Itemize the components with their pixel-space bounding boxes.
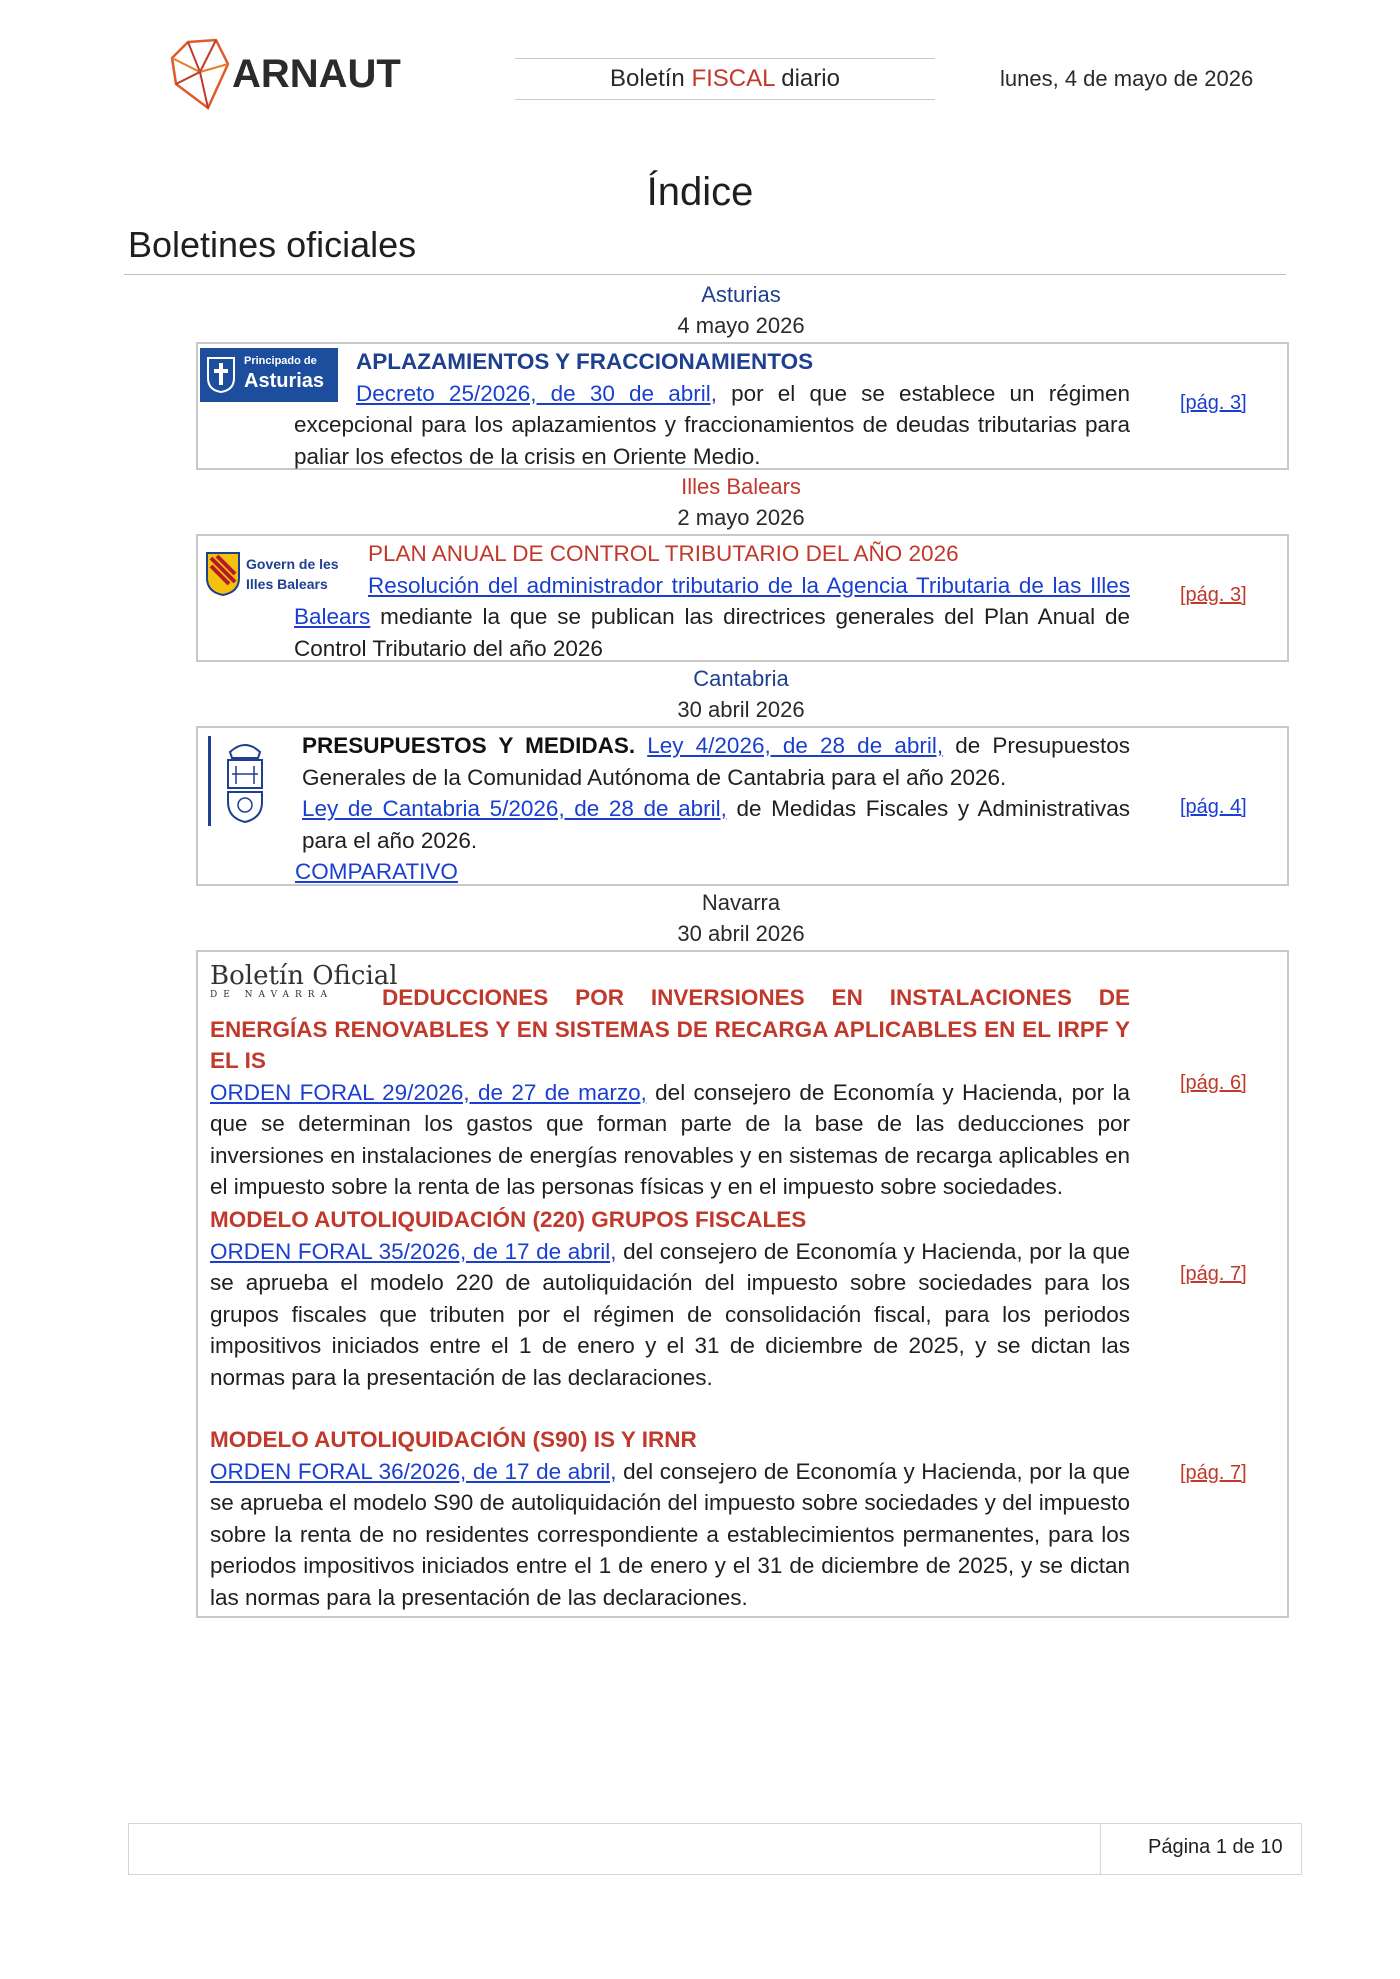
entry-navarra-1: DEDUCCIONES POR INVERSIONES EN INSTALACIONES DE ENERGÍAS RENOVABLES Y EN SISTEMAS DE RECARGA APLICABLES EN EL IRPF Y EL IS ORDEN FORAL 29/2026, de 27 de marzo, del consejero de Economía y Hacienda, por la que se determinan los gastos que forman parte de la base de las deducciones por inversiones en instalaciones de energías renovables y en sistemas de recarga aplicables en el impuesto sobre la renta de las personas físicas y en el impuesto sobre sociedades. <box>210 982 1130 1203</box>
header-date: lunes, 4 de mayo de 2026 <box>1000 66 1254 91</box>
orden-foral-36-link[interactable]: ORDEN FORAL 36/2026, de 17 de abril, <box>210 1458 617 1484</box>
entry-box-cantabria <box>196 726 1289 886</box>
page-link-navarra-2[interactable]: [pág. 7] <box>1180 1263 1247 1285</box>
region-baleares: Illes Balears <box>681 474 801 499</box>
entry-box-asturias <box>196 342 1289 470</box>
law-5-link[interactable]: Ley de Cantabria 5/2026, de 28 de abril, <box>302 796 727 821</box>
region-asturias: Asturias <box>701 282 781 307</box>
cantabria-logo-bar <box>208 736 211 826</box>
baleares-logo-text: Govern de les Illes Balears <box>246 556 339 592</box>
decree-link[interactable]: Decreto 25/2026, de 30 de abril, <box>356 380 717 406</box>
page-link-asturias[interactable]: [pág. 3] <box>1180 392 1247 414</box>
page-link-baleares[interactable]: [pág. 3] <box>1180 584 1247 606</box>
page-link-cantabria[interactable]: [pág. 4] <box>1180 796 1247 818</box>
section-divider <box>124 274 1286 275</box>
bulletin-title: Boletín FISCAL diario <box>515 58 935 100</box>
law-4-link[interactable]: Ley 4/2026, de 28 de abril, <box>647 733 944 758</box>
page-link-navarra-3[interactable]: [pág. 7] <box>1180 1462 1247 1484</box>
region-asturias-date: 4 mayo 2026 <box>677 313 805 338</box>
region-cantabria-date: 30 abril 2026 <box>677 697 805 722</box>
region-navarra: Navarra <box>701 890 781 915</box>
entry-heading: MODELO AUTOLIQUIDACIÓN (S90) IS Y IRNR <box>210 1427 697 1452</box>
asturias-cross-icon <box>206 356 236 394</box>
region-cantabria: Cantabria <box>693 666 789 691</box>
section-title: Boletines oficiales <box>128 224 417 265</box>
entry-baleares: PLAN ANUAL DE CONTROL TRIBUTARIO DEL AÑO 2026 Resolución del administrador tributario de la Agencia Tributaria de las Illes Balears mediante la que se publican las directrices generales del Plan Anual de Control Tributario del año 2026 <box>294 538 1130 664</box>
navarra-logo: Boletín Oficial DE NAVARRA <box>210 961 398 1000</box>
orden-foral-29-link[interactable]: ORDEN FORAL 29/2026, de 27 de marzo, <box>210 1079 647 1105</box>
entry-asturias: APLAZAMIENTOS Y FRACCIONAMIENTOS Decreto 25/2026, de 30 de abril, por el que se establece un régimen excepcional para los aplazamientos y fraccionamientos de deudas tributarias para paliar los efectos de la crisis en Oriente Medio. <box>294 346 1130 472</box>
entry-heading: DEDUCCIONES POR INVERSIONES EN INSTALACIONES DE ENERGÍAS RENOVABLES Y EN SISTEMAS DE RECARGA APLICABLES EN EL IRPF Y EL IS <box>210 985 1130 1073</box>
resolution-link[interactable]: Resolución del administrador tributario de la Agencia Tributaria de las Illes Balears <box>294 572 1130 629</box>
region-navarra-date: 30 abril 2026 <box>677 921 805 946</box>
cantabria-coat-of-arms-icon <box>222 738 268 824</box>
asturias-logo: Principado de Asturias <box>200 348 338 402</box>
entry-heading: PLAN ANUAL DE CONTROL TRIBUTARIO DEL AÑO 2026 <box>368 541 959 566</box>
page-link-navarra-1[interactable]: [pág. 6] <box>1180 1072 1247 1094</box>
footer-divider <box>1100 1823 1101 1875</box>
entry-navarra-3: MODELO AUTOLIQUIDACIÓN (S90) IS Y IRNR ORDEN FORAL 36/2026, de 17 de abril, del consejero de Economía y Hacienda, por la que se aprueba el modelo S90 de autoliquidación del impuesto sobre sociedades y del impuesto sobre la renta de no residentes correspondiente a establecimientos permanentes, para los periodos impositivos iniciados entre el 1 de enero y el 31 de diciembre de 2025, y se dictan las normas para la presentación de las declaraciones. <box>210 1424 1130 1613</box>
entry-heading: APLAZAMIENTOS Y FRACCIONAMIENTOS <box>356 349 814 374</box>
entry-cantabria: PRESUPUESTOS Y MEDIDAS. Ley 4/2026, de 28 de abril, de Presupuestos Generales de la Comunidad Autónoma de Cantabria para el año 2026. Ley de Cantabria 5/2026, de 28 de abril, de Medidas Fiscales y Administrativas para el año 2026. COMPARATIVO <box>295 733 1130 884</box>
orden-foral-35-link[interactable]: ORDEN FORAL 35/2026, de 17 de abril, <box>210 1238 617 1264</box>
comparativo-link[interactable]: COMPARATIVO <box>295 859 458 884</box>
entry-box-navarra <box>196 950 1289 1618</box>
baleares-shield-icon <box>206 552 240 596</box>
entry-heading: PRESUPUESTOS Y MEDIDAS. <box>302 733 636 758</box>
entry-box-baleares <box>196 534 1289 662</box>
page-number: Página 1 de 10 <box>1148 1836 1283 1858</box>
index-title: Índice <box>646 170 754 214</box>
region-baleares-date: 2 mayo 2026 <box>677 505 805 530</box>
entry-heading: MODELO AUTOLIQUIDACIÓN (220) GRUPOS FISCALES <box>210 1207 807 1232</box>
entry-navarra-2: MODELO AUTOLIQUIDACIÓN (220) GRUPOS FISCALES ORDEN FORAL 35/2026, de 17 de abril, del consejero de Economía y Hacienda, por la que se aprueba el modelo 220 de autoliquidación del impuesto sobre sociedades para los grupos fiscales que tributen por el régimen de consolidación fiscal, para los periodos impositivos iniciados entre el 1 de enero y el 31 de diciembre de 2025, y se dictan las normas para la presentación de las declaraciones. <box>210 1204 1130 1393</box>
brand-name: ARNAUT <box>232 52 401 96</box>
arnaut-logo-mark <box>170 38 232 110</box>
footer-box <box>128 1823 1302 1875</box>
